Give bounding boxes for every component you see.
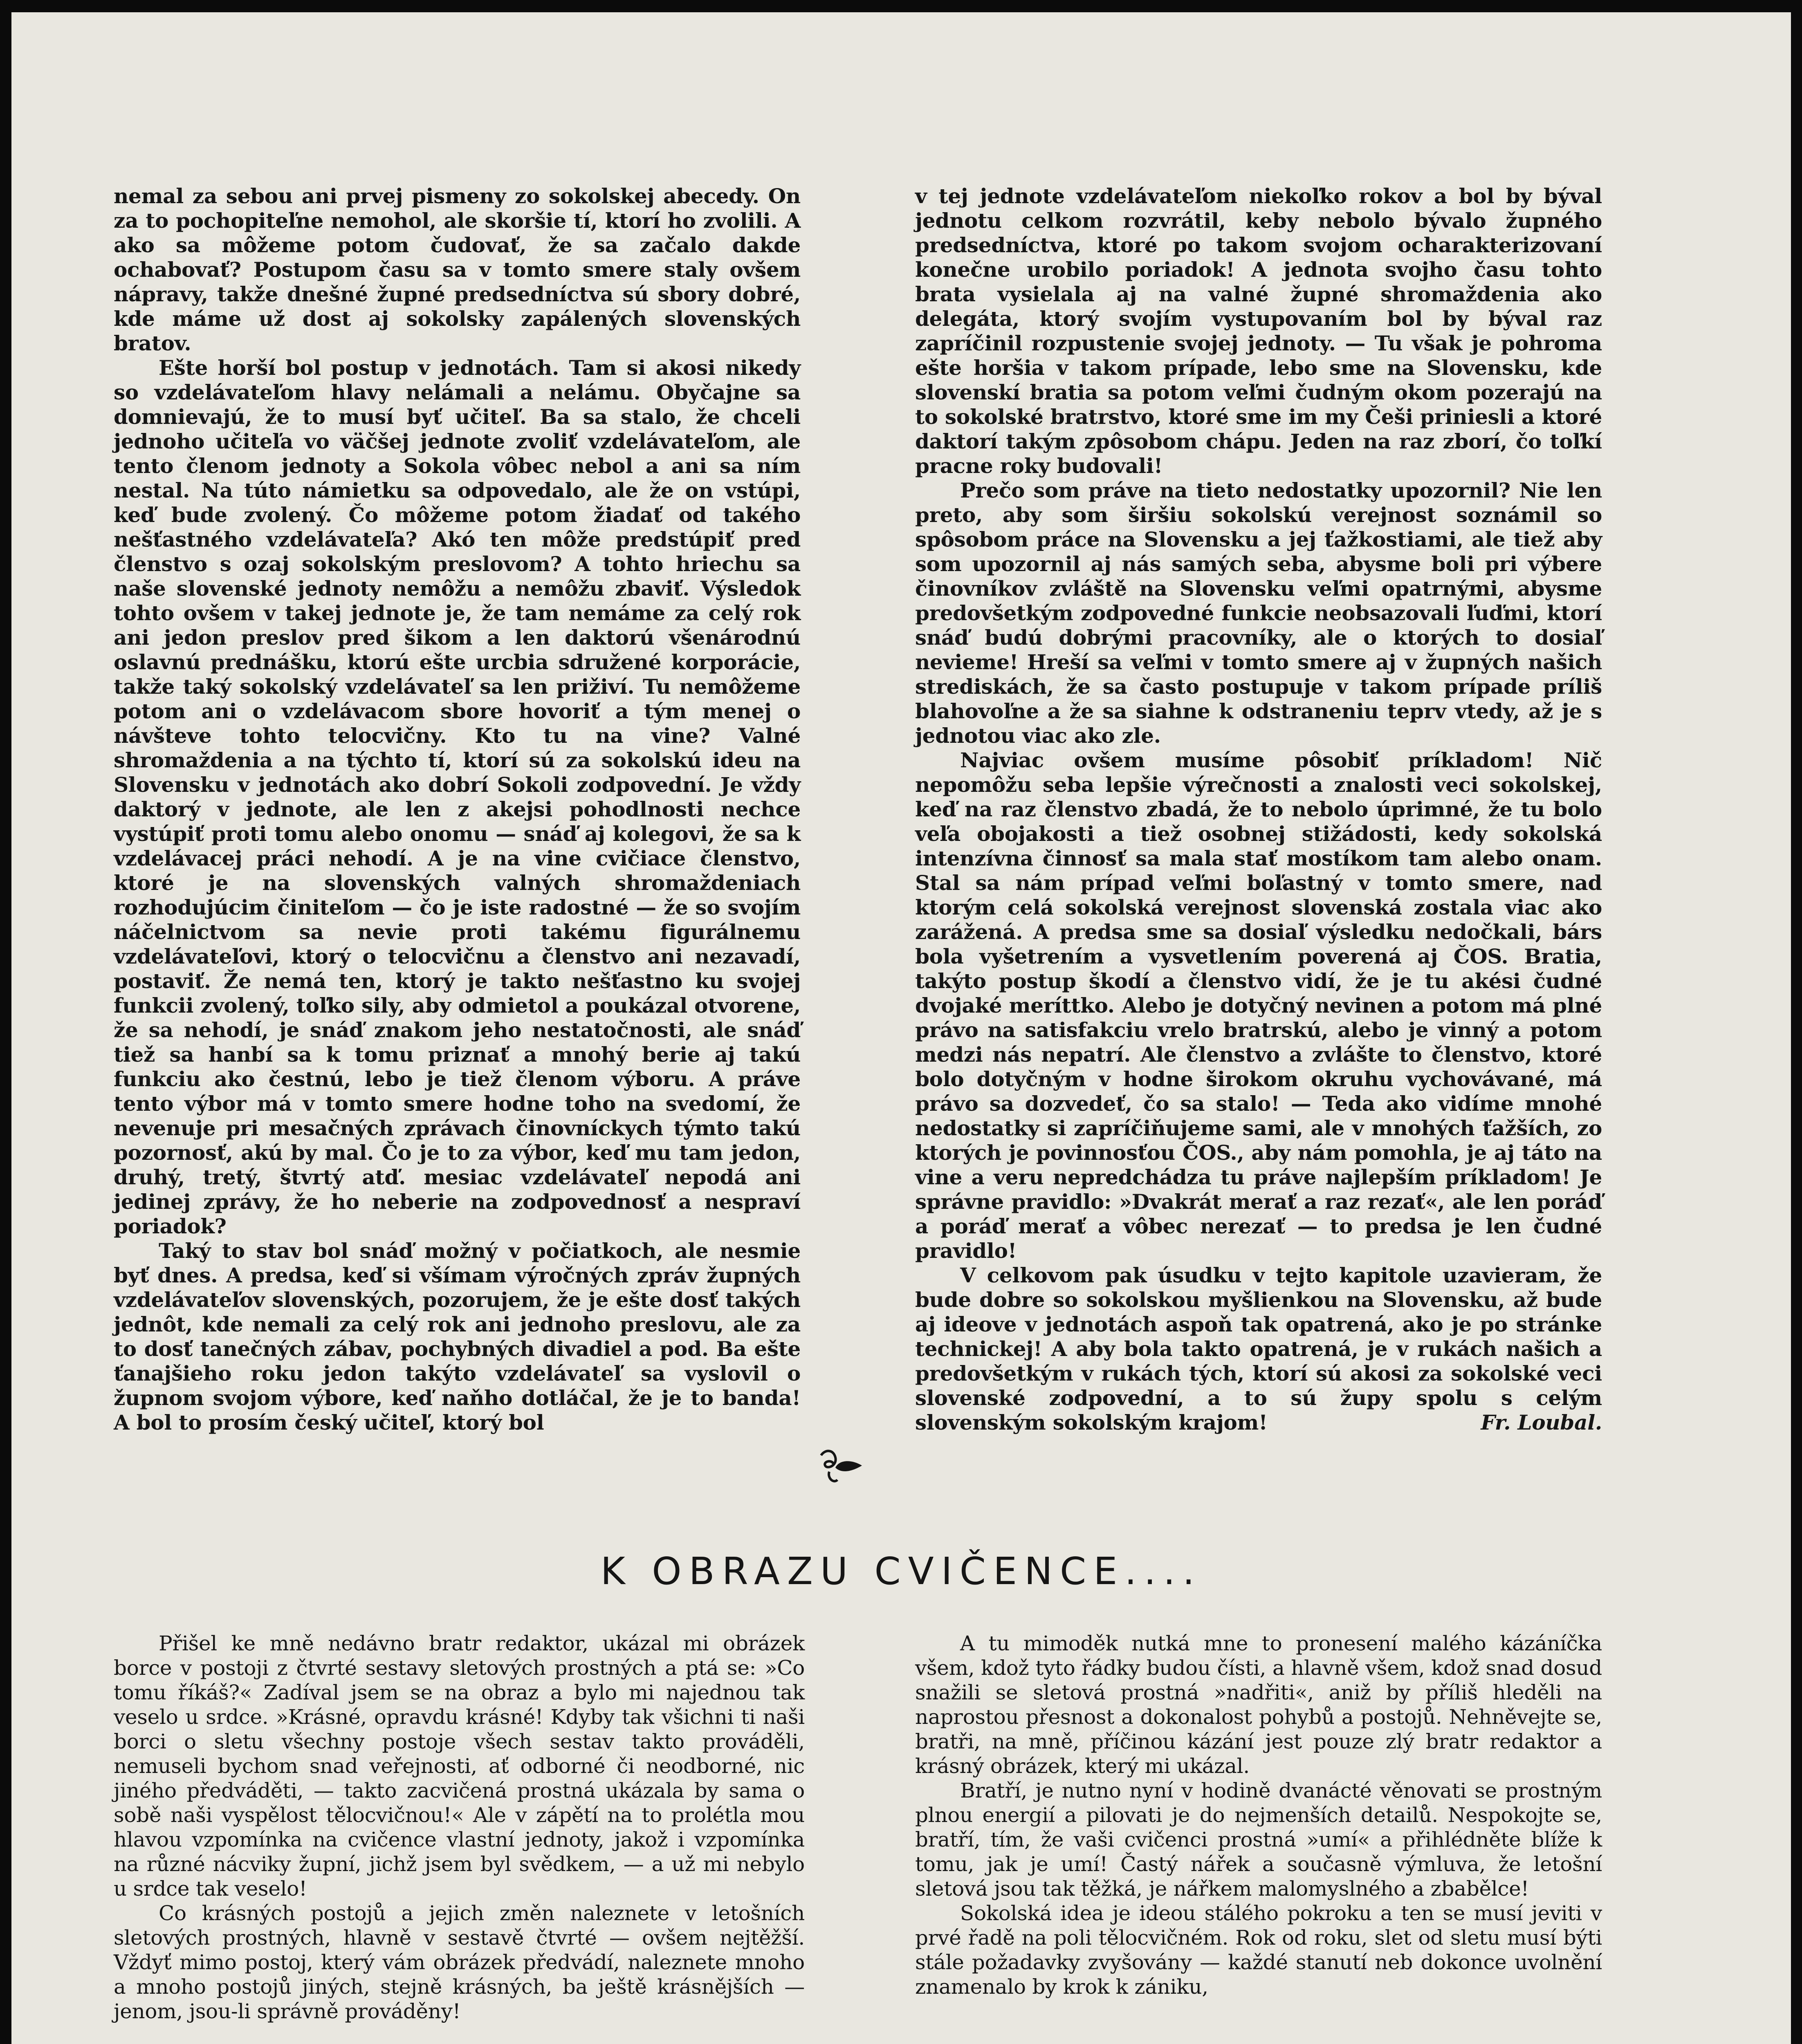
paragraph: Taký to stav bol snáď možný v počiatkoch, ale nesmie byť dnes. A predsa, keď si všímam výročných zpráv župných vzdelávateľov slovenských, pozorujem, že je ešte dosť takých jednôt, kde nemali za celý rok ani jednoho preslovu, ale za to dosť tanečných zábav, pochybných divadiel a pod. Ba ešte ťanajšieho roku jedon takýto vzdelávateľ sa vyslovil o župnom svojom výbore, keď naňho dotláčal, že je to banda! A bol to prosím český učiteľ, ktorý bol xyxy=(114,1239,801,1434)
paragraph: Bratří, je nutno nyní v hodině dvanácté věnovati se prostným plnou energií a pilovati je do nejmenších detailů. Nespokojte se, bratří, tím, že vaši cvičenci prostná »umí« a přihlédněte blíže k tomu, jak je umí! Častý nářek a současně výmluva, že letošní sletová jsou tak těžká, je nářkem malomyslného a zbabělce! xyxy=(915,1779,1602,1901)
paragraph: nemal za sebou ani prvej pismeny zo sokolskej abecedy. On za to pochopiteľne nemohol, ale skoršie tí, ktorí ho zvolili. A ako sa môžeme potom čudovať, že sa začalo dakde ochabovať? Postupom času sa v tomto smere staly ovšem nápravy, takže dnešné župné predsedníctva sú sbory dobré, kde máme už dost aj sokolsky zapálených slovenských bratov. xyxy=(114,184,801,355)
paragraph: Prečo som práve na tieto nedostatky upozornil? Nie len preto, aby som širšiu sokolskú verejnost soznámil so spôsobom práce na Slovensku a jej ťažkostiami, ale tiež aby som upozornil aj nás samých seba, abysme boli pri výbere činovníkov zvláště na Slovensku veľmi opatrnými, abysme predovšetkým zodpovedné funkcie neobsazovali ľuďmi, ktorí snáď budú dobrými pracovníky, ale o ktorých to dosiaľ nevieme! Hreší sa veľmi v tomto smere aj v župných našich strediskách, že sa často postupuje v takom prípade príliš blahovoľne a že sa siahne k odstraneniu teprv vtedy, až je s jednotou viac ako zle. xyxy=(915,478,1602,748)
paragraph: Sokolská idea je ideou stálého pokroku a ten se musí jeviti v prvé řadě na poli tělocvičném. Rok od roku, slet od sletu musí býti stále požadavky zvyšovány — každé stanutí neb dokonce uvolnění znamenalo by krok k zániku, xyxy=(915,1901,1602,1999)
article1-column-right xyxy=(915,184,1602,1435)
paragraph xyxy=(915,1263,1602,1435)
paragraph: Přišel ke mně nedávno bratr redaktor, ukázal mi obrázek borce v postoji z čtvrté sestavy sletových prostných a ptá se: »Co tomu říkáš?« Zadíval jsem se na obraz a bylo mi najednou tak veselo u srdce. »Krásné, opravdu krásné! Kdyby tak všichni ti naši borci o sletu všechny postoje všech sestav takto prováděli, nemuseli bychom snad veřejnosti, ať odborné či neodborné, nic jiného předváděti, — takto zacvičená prostná ukázala by sama o sobě naši vyspělost tělocvičnou!« Ale v zápětí na to prolétla mou hlavou vzpomínka na cvičence vlastní jednoty, jakož i vzpomínka na různé nácviky župní, jichž jsem byl svědkem, — a už mi nebylo u srdce tak veselo! xyxy=(114,1632,805,1901)
author-signature: Fr. Loubal. xyxy=(1481,1410,1602,1434)
paragraph: v tej jednote vzdelávateľom niekoľko rokov a bol by býval jednotu celkom rozvrátil, keby nebolo bývalo župného predsedníctva, ktoré po takom svojom ocharakterizovaní konečne urobilo poriadok! A jednota svojho času tohto brata vysielala aj na valné župné shromaždenia ako delegáta, ktorý svojím vystupovaním bol by býval raz zapríčinil rozpustenie svojej jednoty. — Tu však je pohroma ešte horšia v takom prípade, lebo sme na Slovensku, kde slovenskí bratia sa potom veľmi čudným okom pozerajú na to sokolské bratrstvo, ktoré sme im my Češi priniesli a ktoré daktorí takým zpôsobom chápu. Jeden na raz zborí, čo toľkí pracne roky budovali! xyxy=(915,184,1602,478)
article2-title: K OBRAZU CVIČENCE.... xyxy=(600,1549,1202,1593)
paragraph: A tu mimoděk nutká mne to pronesení malého kázáníčka všem, kdož tyto řádky budou čísti, a hlavně všem, kdož snad dosud snažili se sletová prostná »nadřiti«, aniž by příliš hleděli na naprostou přesnost a dokonalost pohybů a postojů. Nehněvejte se, bratři, na mně, příčinou kázání jest pouze zlý bratr redaktor a krásný obrázek, který mi ukázal. xyxy=(915,1632,1602,1778)
leaf-ornament-icon xyxy=(817,1447,866,1488)
paragraph-text: V celkovom pak úsudku v tejto kapitole uzavieram, že bude dobre so sokolskou myšlienkou na Slovensku, až bude aj ideove v jednotách aspoň tak opatrená, ako je po stránke technickej! A aby bola takto opatrená, je v rukách našich a predovšetkým v rukách tých, ktorí sú akosi za sokolské veci slovenské zodpovední, a to sú župy spolu s celým slovenským sokolským krajom! xyxy=(915,1263,1602,1434)
article2-column-right xyxy=(915,1631,1602,1999)
document-page xyxy=(11,12,1791,2044)
article1-column-left xyxy=(114,184,801,1435)
paragraph: Najviac ovšem musíme pôsobiť príkladom! Nič nepomôžu seba lepšie výrečnosti a znalosti veci sokolskej, keď na raz členstvo zbadá, že to nebolo úprimné, že tu bolo veľa obojakosti a tiež osobnej stižádosti, kedy sokolská intenzívna činnosť sa mala stať mostíkom tam alebo onam. Stal sa nám prípad veľmi boľastný v tomto smere, nad ktorým celá sokolská verejnost slovenská zostala viac ako zarážená. A predsa sme sa dosiaľ výsledku nedočkali, bárs bola vyšetrením a vysvetlením poverená aj ČOS. Bratia, takýto postup škodí a členstvo vidí, že je tu akési čudné dvojaké meríttko. Alebo je dotyčný nevinen a potom má plné právo na satisfakciu vrelo bratrskú, alebo je vinný a potom medzi nás nepatrí. Ale členstvo a zvlášte to členstvo, ktoré bolo dotyčným v hodne širokom okruhu vychovávané, má právo sa dozvedeť, čo sa stalo! — Teda ako vidíme mnohé nedostatky si zapríčiňujeme sami, ale v mnohých ťažších, zo ktorých je povinnosťou ČOS., aby nám pomohla, je aj táto na vine a veru nepredchádza tu práve najlepším príkladom! Je správne pravidlo: »Dvakrát merať a raz rezať«, ale len poráď a poráď merať a vôbec nerezať — to predsa je len čudné pravidlo! xyxy=(915,748,1602,1263)
paragraph: Co krásných postojů a jejich změn naleznete v letošních sletových prostných, hlavně v sestavě čtvrté — ovšem nejtěžší. Vždyť mimo postoj, který vám obrázek předvádí, naleznete mnoho a mnoho postojů jiných, stejně krásných, ba ještě krásnějších — jenom, jsou-li správně prováděny! xyxy=(114,1901,805,2023)
article2-column-left xyxy=(114,1631,805,2024)
paragraph: Ešte horší bol postup v jednotách. Tam si akosi nikedy so vzdelávateľom hlavy nelámali a nelámu. Obyčajne sa domnievajú, že to musí byť učiteľ. Ba sa stalo, že chceli jednoho učiteľa vo väčšej jednote zvoliť vzdelávateľom, ale tento členom jednoty a Sokola vôbec nebol a ani sa ním nestal. Na túto námietku sa odpovedalo, ale že on vstúpi, keď bude zvolený. Čo môžeme potom žiadať od takého nešťastného vzdelávateľa? Akó ten môže predstúpiť pred členstvo s ozaj sokolským preslovom? A tohto hriechu sa naše slovenské jednoty nemôžu a nemôžu zbaviť. Výsledok tohto ovšem v takej jednote je, že tam nemáme za celý rok ani jedon preslov pred šikom a len daktorú všenárodnú oslavnú prednášku, ktorú ešte urcbia sdružené korporácie, takže taký sokolský vzdelávateľ sa len priživí. Tu nemôžeme potom ani o vzdelávacom sbore hovoriť a tým menej o návšteve tohto telocvičny. Kto tu na vine? Valné shromaždenia a na týchto tí, ktorí sú za sokolskú ideu na Slovensku v jednotách ako dobrí Sokoli zodpovední. Je vždy daktorý v jednote, ale len z akejsi pohodlnosti nechce vystúpiť proti tomu alebo onomu — snáď aj kolegovi, že sa k vzdelávacej práci nehodí. A je na vine cvičiace členstvo, ktoré je na slovenských valných shromaždeniach rozhodujúcim činiteľom — čo je iste radostné — že so svojím náčelnictvom sa nevie proti takému figurálnemu vzdelávateľovi, ktorý o telocvičnu a členstvo ani nezavadí, postaviť. Že nemá ten, ktorý je takto nešťastno ku svojej funkcii zvolený, toľko sily, aby odmietol a poukázal otvorene, že sa nehodí, je snáď znakom jeho nestatočnosti, ale snáď tiež sa hanbí sa k tomu priznať a mnohý berie aj takú funkciu ako čestnú, lebo je tiež členom výboru. A práve tento výbor má v tomto smere hodne toho na svedomí, že nevenuje pri mesačných zprávach činovníckych týmto takú pozornosť, akú by mal. Čo je to za výbor, keď mu tam jedon, druhý, tretý, štvrtý atď. mesiac vzdelávateľ nepodá ani jedinej zprávy, že ho neberie na zodpovednosť a nespraví poriadok? xyxy=(114,356,801,1238)
